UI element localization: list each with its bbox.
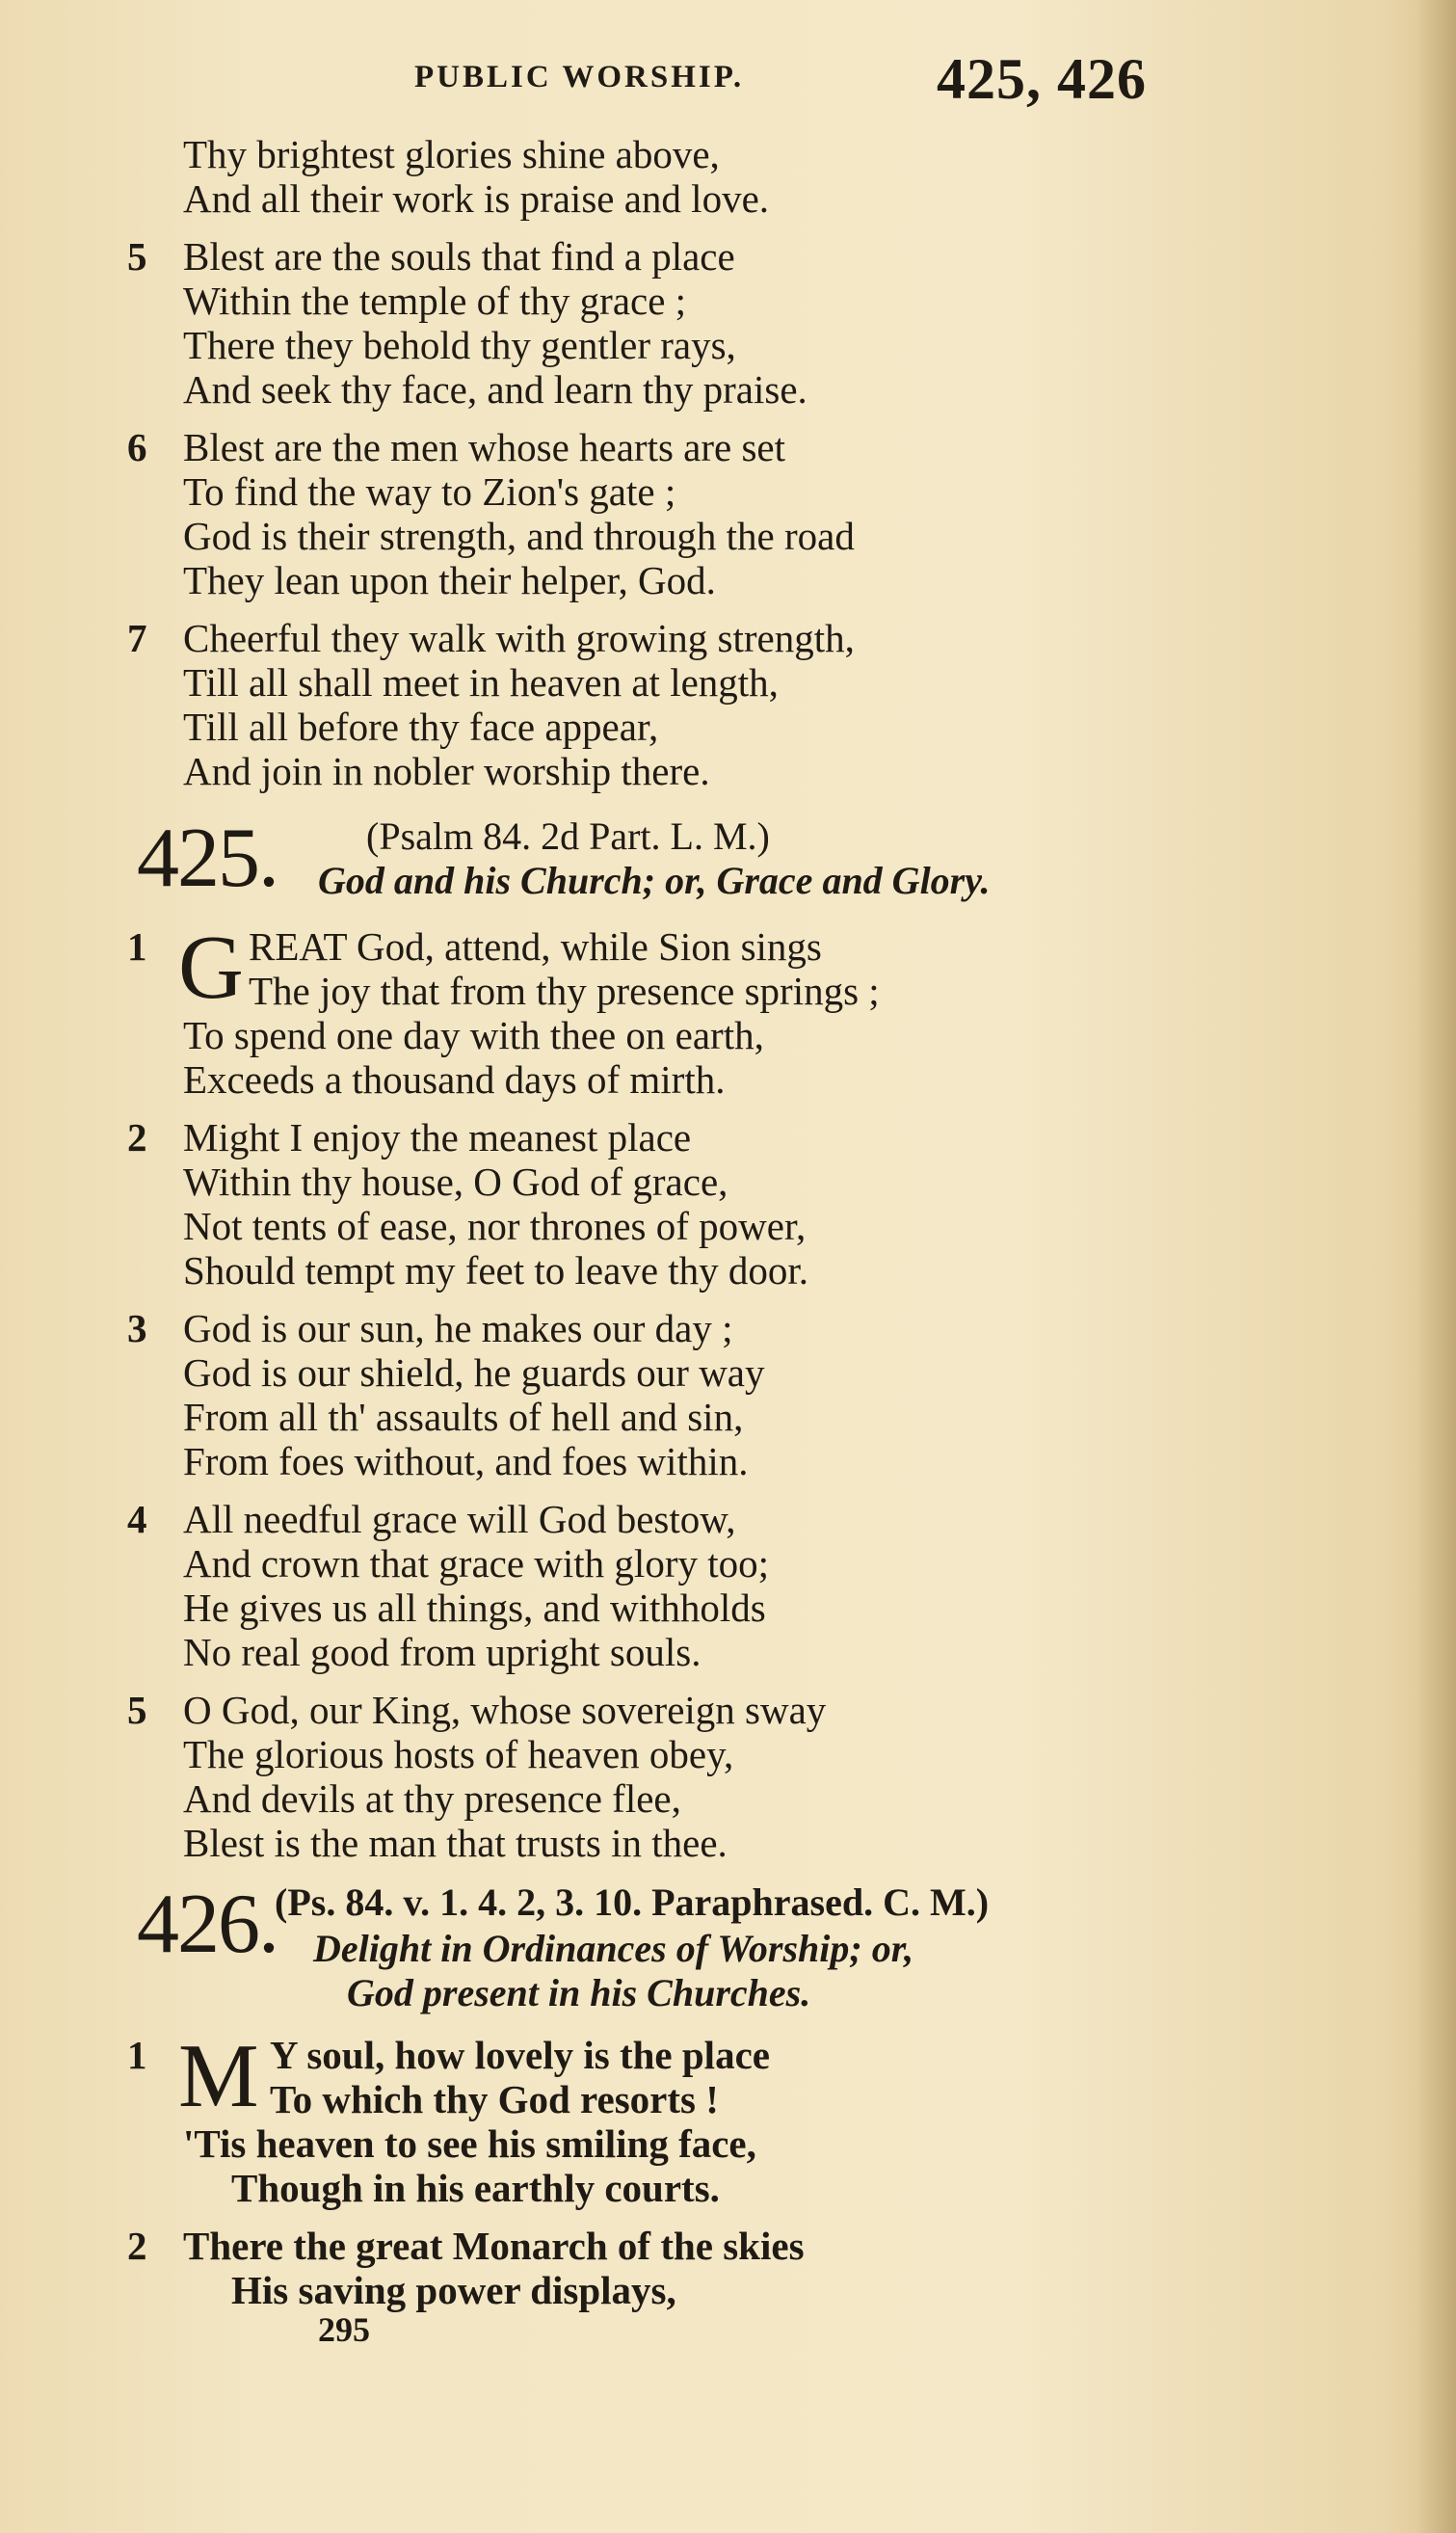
verse-line: They lean upon their helper, God. xyxy=(183,558,716,602)
verse-line: To spend one day with thee on earth, xyxy=(183,1013,764,1057)
stanza xyxy=(127,1306,1147,1483)
verse-line: And seek thy face, and learn thy praise. xyxy=(183,367,807,412)
verse-line: Till all before thy face appear, xyxy=(183,705,659,749)
stanza-number: 2 xyxy=(127,2224,147,2268)
verse-line: To find the way to Zion's gate ; xyxy=(183,469,676,514)
verse-line: Should tempt my feet to leave thy door. xyxy=(183,1248,809,1293)
stanza-number: 5 xyxy=(127,1688,147,1732)
verse-line: His saving power displays, xyxy=(231,2268,676,2312)
verse-line: Blest is the man that trusts in thee. xyxy=(183,1821,728,1865)
verse-line: From foes without, and foes within. xyxy=(183,1439,749,1483)
stanza-number: 2 xyxy=(127,1115,147,1160)
verse-line: Exceeds a thousand days of mirth. xyxy=(183,1057,726,1102)
hymn-heading xyxy=(135,1880,1147,2029)
stanza xyxy=(127,234,1147,412)
verse-line: The joy that from thy presence springs ; xyxy=(249,969,880,1013)
stanza xyxy=(127,918,1147,1102)
running-head: PUBLIC WORSHIP. xyxy=(414,60,745,94)
verse-line: 'Tis heaven to see his smiling face, xyxy=(183,2121,756,2166)
stanza xyxy=(127,1497,1147,1674)
stanza-number: 1 xyxy=(127,924,147,969)
verse-line: Might I enjoy the meanest place xyxy=(183,1115,692,1160)
verse-line: And all their work is praise and love. xyxy=(183,176,770,221)
hymn-number: 426. xyxy=(137,1878,278,1971)
page-header xyxy=(414,46,1147,114)
verse-line: Till all shall meet in heaven at length, xyxy=(183,660,779,705)
verse-line: Cheerful they walk with growing strength, xyxy=(183,616,855,660)
hymn-number: 425. xyxy=(137,812,278,905)
hymn-meter: (Psalm 84. 2d Part. L. M.) xyxy=(366,814,770,858)
verse-line: God is our sun, he makes our day ; xyxy=(183,1306,733,1350)
verse-line: He gives us all things, and withholds xyxy=(183,1586,766,1630)
verse-line: God is our shield, he guards our way xyxy=(183,1350,765,1395)
verse-line: And join in nobler worship there. xyxy=(183,749,710,793)
verse-line: Within thy house, O God of grace, xyxy=(183,1160,728,1204)
verse-line: To which thy God resorts ! xyxy=(270,2077,719,2121)
stanza xyxy=(135,132,1147,221)
verse-line: The glorious hosts of heaven obey, xyxy=(183,1732,734,1776)
stanza xyxy=(127,425,1147,602)
stanza xyxy=(127,1115,1147,1293)
stanza xyxy=(127,2026,1147,2210)
verse-line: Y soul, how lovely is the place xyxy=(270,2033,770,2077)
verse-line: No real good from upright souls. xyxy=(183,1630,702,1674)
verse-line: All needful grace will God bestow, xyxy=(183,1497,736,1541)
signature-mark: 295 xyxy=(318,2310,370,2349)
hymn-heading xyxy=(135,814,1147,920)
hymn-title: Delight in Ordinances of Worship; or, xyxy=(313,1927,914,1970)
verse-line: Blest are the souls that find a place xyxy=(183,234,735,279)
verse-line: O God, our King, whose sovereign sway xyxy=(183,1688,827,1732)
hymn-title: God present in his Churches. xyxy=(347,1971,811,2014)
stanza-number: 4 xyxy=(127,1497,147,1541)
hymn-title: God and his Church; or, Grace and Glory. xyxy=(318,859,991,902)
verse-line: And devils at thy presence flee, xyxy=(183,1776,681,1821)
page-numbers: 425, 426 xyxy=(937,47,1147,111)
verse-line: Thy brightest glories shine above, xyxy=(183,132,720,176)
verse-line: There they behold thy gentler rays, xyxy=(183,323,736,367)
verse-line: Blest are the men whose hearts are set xyxy=(183,425,786,469)
verse-line: And crown that grace with glory too; xyxy=(183,1541,770,1586)
drop-cap: M xyxy=(178,2026,259,2126)
stanza xyxy=(127,616,1147,793)
stanza-number: 6 xyxy=(127,425,147,469)
page-edge-shadow xyxy=(1417,0,1456,2533)
verse-line: Not tents of ease, nor thrones of power, xyxy=(183,1204,807,1248)
verse-line: Within the temple of thy grace ; xyxy=(183,279,687,323)
stanza-number: 7 xyxy=(127,616,147,660)
verse-line: Though in his earthly courts. xyxy=(231,2166,720,2210)
hymn-text xyxy=(127,132,1147,2326)
verse-line: There the great Monarch of the skies xyxy=(183,2224,805,2268)
stanza-number: 5 xyxy=(127,234,147,279)
stanza xyxy=(127,2224,1147,2312)
stanza-number: 1 xyxy=(127,2033,147,2077)
verse-line: From all th' assaults of hell and sin, xyxy=(183,1395,744,1439)
drop-cap: G xyxy=(178,918,244,1018)
verse-line: REAT God, attend, while Sion sings xyxy=(249,924,822,969)
stanza xyxy=(127,1688,1147,1865)
stanza-number: 3 xyxy=(127,1306,147,1350)
hymn-meter: (Ps. 84. v. 1. 4. 2, 3. 10. Paraphrased. C. M.) xyxy=(275,1880,990,1924)
verse-line: God is their strength, and through the road xyxy=(183,514,855,558)
